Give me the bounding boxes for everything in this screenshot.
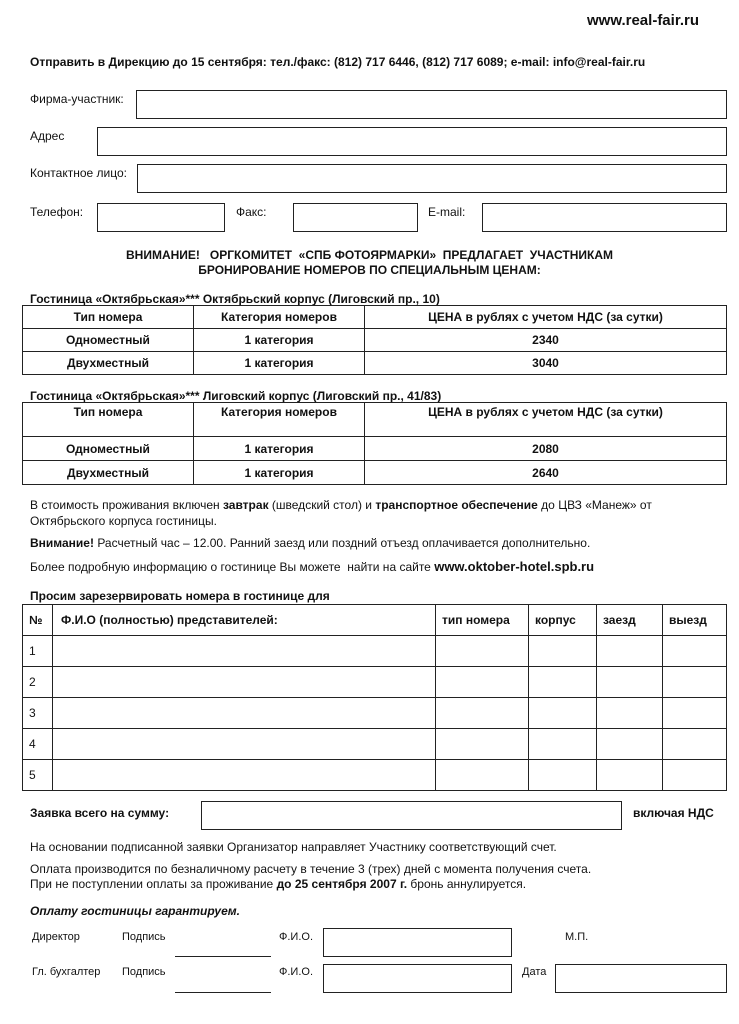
price: 2640 — [365, 461, 727, 485]
table-header-row — [23, 605, 727, 636]
site-url[interactable]: www.real-fair.ru — [587, 12, 699, 29]
checkout-cell[interactable] — [663, 698, 727, 729]
text: Расчетный час – 12.00. Ранний заезд или поздний отъезд оплачивается дополнительно. — [93, 536, 591, 550]
payment-guarantee: Оплату гостиницы гарантируем. — [30, 904, 240, 918]
building-cell[interactable] — [529, 636, 597, 667]
contact-label: Контактное лицо: — [30, 166, 127, 180]
director-signature-line[interactable] — [175, 956, 271, 957]
director-fio-field[interactable] — [323, 928, 512, 957]
director-label: Директор — [32, 931, 80, 943]
info-paragraph-1 — [30, 498, 652, 512]
table-row — [23, 698, 727, 729]
director-signature-label: Подпись — [122, 931, 166, 943]
checkout-cell[interactable] — [663, 760, 727, 791]
phone-label: Телефон: — [30, 205, 84, 219]
table-row — [23, 329, 727, 352]
text: до ЦВЗ «Манеж» от — [537, 498, 652, 512]
checkout-cell[interactable] — [663, 636, 727, 667]
building-cell[interactable] — [529, 698, 597, 729]
checkin-cell[interactable] — [597, 667, 663, 698]
attention-line-2: БРОНИРОВАНИЕ НОМЕРОВ ПО СПЕЦИАЛЬНЫМ ЦЕНАМ: — [198, 263, 541, 277]
info-paragraph-3 — [30, 559, 594, 574]
building-cell[interactable] — [529, 729, 597, 760]
text: При не поступлении оплаты за проживание — [30, 877, 277, 891]
room-type-cell[interactable] — [436, 698, 529, 729]
fax-label: Факс: — [236, 205, 267, 219]
header-room-type: тип номера — [436, 605, 529, 636]
hotel-2-title: Гостиница «Октябрьская»*** Лиговский корпус (Лиговский пр., 41/83) — [30, 389, 442, 403]
checkin-cell[interactable] — [597, 636, 663, 667]
breakfast-text: завтрак — [222, 498, 269, 512]
header-category: Категория номеров — [194, 403, 365, 437]
attention-line-1: ВНИМАНИЕ! ОРГКОМИТЕТ «СПБ ФОТОЯРМАРКИ» ПРЕДЛАГАЕТ УЧАСТНИКАМ — [125, 248, 614, 262]
full-name-cell[interactable] — [53, 636, 436, 667]
header-building: корпус — [529, 605, 597, 636]
reservation-title: Просим зарезервировать номера в гостинице для — [30, 589, 330, 603]
send-note: Отправить в Дирекцию до 15 сентября: тел./факс: (812) 717 6446, (812) 717 6089; e-mail: info@real-fair.ru — [30, 55, 646, 69]
full-name-cell[interactable] — [53, 760, 436, 791]
company-field[interactable] — [136, 90, 727, 119]
row-number: 1 — [23, 636, 53, 667]
header-checkout: выезд — [663, 605, 727, 636]
company-label: Фирма-участник: — [30, 92, 124, 106]
checkin-cell[interactable] — [597, 729, 663, 760]
table-row — [23, 461, 727, 485]
header-number: № — [23, 605, 53, 636]
header-price: ЦЕНА в рублях с учетом НДС (за сутки) — [365, 306, 727, 329]
header-checkin: заезд — [597, 605, 663, 636]
table-row — [23, 437, 727, 461]
deadline-text: до 25 сентября 2007 г. — [276, 877, 408, 891]
checkout-cell[interactable] — [663, 729, 727, 760]
director-fio-label: Ф.И.О. — [279, 931, 313, 943]
building-cell[interactable] — [529, 760, 597, 791]
accountant-signature-line[interactable] — [175, 992, 271, 993]
accountant-signature-label: Подпись — [122, 966, 166, 978]
payment-note-1: На основании подписанной заявки Организатор направляет Участнику соответствующий счет. — [30, 840, 557, 854]
total-sum-field[interactable] — [201, 801, 622, 830]
table-row — [23, 667, 727, 698]
category: 1 категория — [194, 329, 365, 352]
total-label: Заявка всего на сумму: — [30, 806, 170, 820]
header-price: ЦЕНА в рублях с учетом НДС (за сутки) — [365, 403, 727, 437]
room-type: Одноместный — [23, 329, 194, 352]
room-type-cell[interactable] — [436, 760, 529, 791]
header-room-type: Тип номера — [23, 306, 194, 329]
address-label: Адрес — [30, 129, 65, 143]
date-field[interactable] — [555, 964, 727, 993]
text: бронь аннулируется. — [407, 877, 527, 891]
hotel-1-title: Гостиница «Октябрьская»*** Октябрьский корпус (Лиговский пр., 10) — [30, 292, 440, 306]
table-row — [23, 636, 727, 667]
fax-field[interactable] — [293, 203, 418, 232]
room-type-cell[interactable] — [436, 729, 529, 760]
row-number: 3 — [23, 698, 53, 729]
date-label: Дата — [522, 966, 547, 978]
room-type: Одноместный — [23, 437, 194, 461]
payment-note-3 — [30, 877, 526, 891]
hotel-website-link[interactable]: www.oktober-hotel.spb.ru — [434, 559, 595, 574]
room-type-cell[interactable] — [436, 667, 529, 698]
row-number: 2 — [23, 667, 53, 698]
table-row — [23, 760, 727, 791]
address-field[interactable] — [97, 127, 727, 156]
price: 2080 — [365, 437, 727, 461]
accountant-label: Гл. бухгалтер — [32, 966, 101, 978]
hotel-1-price-table — [22, 305, 727, 375]
contact-field[interactable] — [137, 164, 727, 193]
checkin-cell[interactable] — [597, 760, 663, 791]
hotel-2-price-table — [22, 402, 727, 485]
full-name-cell[interactable] — [53, 729, 436, 760]
accountant-fio-field[interactable] — [323, 964, 512, 993]
category: 1 категория — [194, 352, 365, 375]
payment-note-2: Оплата производится по безналичному расчету в течение 3 (трех) дней с момента получения счета. — [30, 862, 592, 876]
row-number: 5 — [23, 760, 53, 791]
info-paragraph-1-line-2: Октябрьского корпуса гостиницы. — [30, 514, 217, 528]
total-suffix: включая НДС — [633, 806, 714, 820]
price: 3040 — [365, 352, 727, 375]
room-type: Двухместный — [23, 461, 194, 485]
table-row — [23, 729, 727, 760]
full-name-cell[interactable] — [53, 698, 436, 729]
header-room-type: Тип номера — [23, 403, 194, 437]
table-row — [23, 352, 727, 375]
email-label: E-mail: — [428, 205, 466, 219]
attention-word: Внимание! — [30, 536, 94, 550]
building-cell[interactable] — [529, 667, 597, 698]
table-header-row — [23, 306, 727, 329]
full-name-cell[interactable] — [53, 667, 436, 698]
text: В стоимость проживания включен — [30, 498, 223, 512]
accountant-fio-label: Ф.И.О. — [279, 966, 313, 978]
row-number: 4 — [23, 729, 53, 760]
email-field[interactable] — [482, 203, 727, 232]
price: 2340 — [365, 329, 727, 352]
category: 1 категория — [194, 461, 365, 485]
room-type-cell[interactable] — [436, 636, 529, 667]
table-header-row — [23, 403, 727, 437]
phone-field[interactable] — [97, 203, 225, 232]
category: 1 категория — [194, 437, 365, 461]
stamp-label: М.П. — [565, 931, 589, 943]
checkin-cell[interactable] — [597, 698, 663, 729]
text: Более подробную информацию о гостинице Вы можете найти на сайте — [30, 560, 435, 574]
checkout-cell[interactable] — [663, 667, 727, 698]
header-category: Категория номеров — [194, 306, 365, 329]
room-type: Двухместный — [23, 352, 194, 375]
info-paragraph-2 — [30, 536, 590, 550]
transport-text: транспортное обеспечение — [375, 498, 538, 512]
text: (шведский стол) и — [268, 498, 376, 512]
reservation-table — [22, 604, 727, 791]
header-full-name: Ф.И.О (полностью) представителей: — [53, 605, 436, 636]
